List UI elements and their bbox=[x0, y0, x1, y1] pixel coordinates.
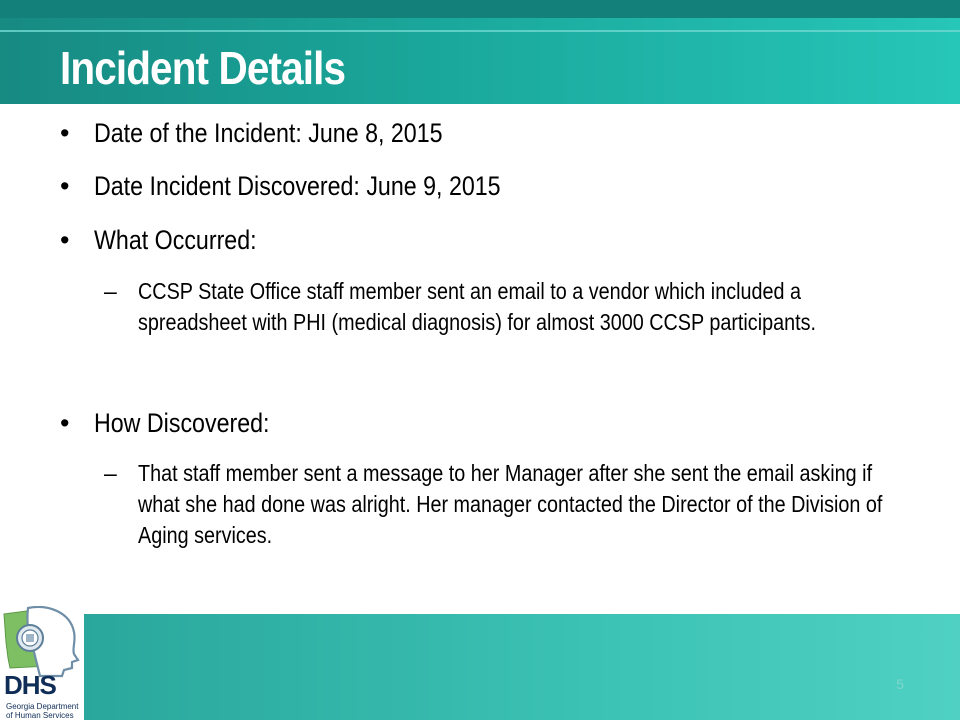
bullet-text: What Occurred: bbox=[94, 225, 257, 255]
footer-band bbox=[84, 614, 960, 720]
header-divider-line bbox=[0, 30, 960, 32]
bullet-text: How Discovered: bbox=[94, 408, 270, 438]
bullet-mark: • bbox=[60, 171, 70, 201]
header-top-stripe bbox=[0, 0, 960, 18]
logo-org-line-2: of Human Services bbox=[6, 711, 74, 720]
logo-acronym: DHS bbox=[4, 670, 56, 700]
bullet-mark: • bbox=[60, 225, 70, 255]
sub-bullet-how-discovered bbox=[104, 458, 944, 586]
bullet-mark: • bbox=[60, 408, 70, 438]
dhs-logo bbox=[0, 606, 84, 720]
logo-org-line-1: Georgia Department bbox=[6, 702, 79, 711]
sub-bullet-what-occurred bbox=[104, 276, 944, 372]
bullet-mark: • bbox=[60, 118, 70, 148]
bullet-text: Date of the Incident: June 8, 2015 bbox=[94, 118, 443, 148]
sub-bullet-mark: – bbox=[104, 460, 117, 486]
slide-title: Incident Details bbox=[60, 42, 346, 94]
sub-bullet-text: CCSP State Office staff member sent an email to a vendor which included a spreadsheet with PHI (medical diagnosis) for almost 3000 CCSP participants. bbox=[138, 278, 816, 335]
page-number: 5 bbox=[896, 676, 904, 692]
sub-bullet-text: That staff member sent a message to her Manager after she sent the email asking if what she had done was alright. Her manager contacted the Director of the Division of Aging services. bbox=[138, 460, 883, 548]
bullet-text: Date Incident Discovered: June 9, 2015 bbox=[94, 171, 501, 201]
sub-bullet-mark: – bbox=[104, 278, 117, 304]
